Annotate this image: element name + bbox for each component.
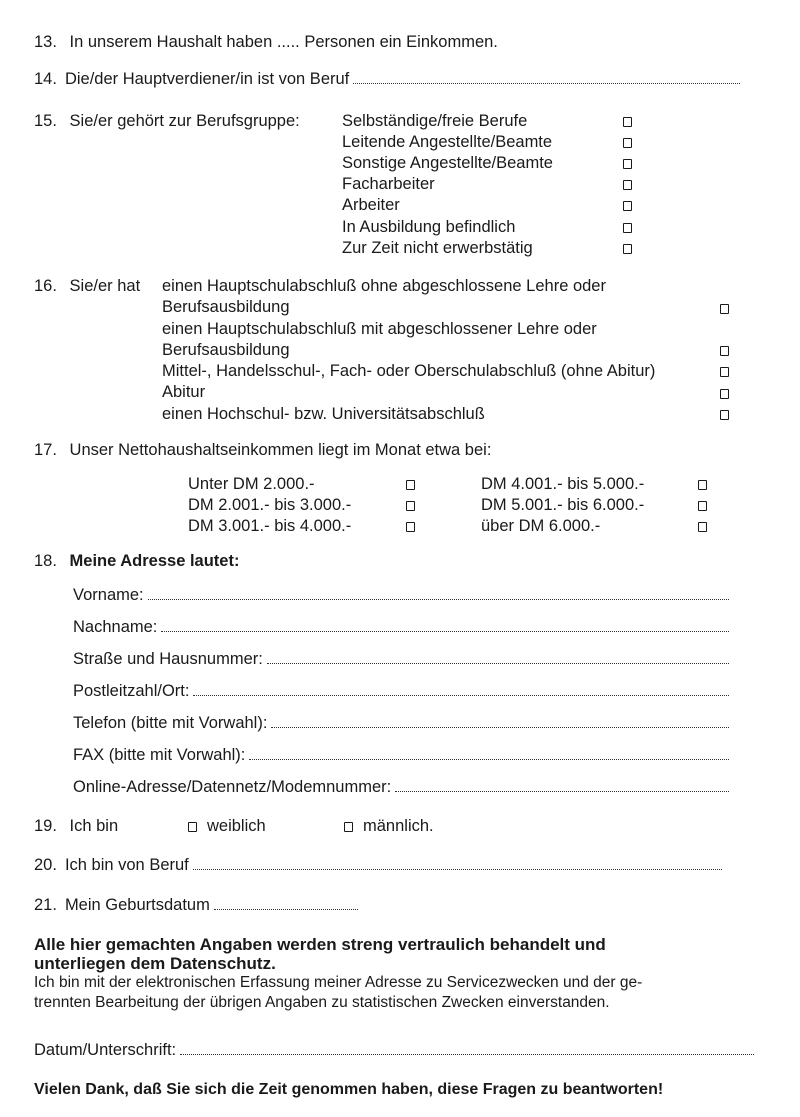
consent-text: Ich bin mit der elektronischen Erfassung meiner Adresse zu Servicezwecken und der ge- <box>34 974 643 991</box>
occupation-option-label: Facharbeiter <box>342 175 435 193</box>
address-field-label: FAX (bitte mit Vorwahl): <box>73 746 246 764</box>
education-option-label: Berufsausbildung <box>162 298 290 316</box>
question-number: 20. <box>34 856 57 874</box>
address-field-label: Nachname: <box>73 618 158 636</box>
consent-text: trennten Bearbeitung der übrigen Angaben zu statistischen Zwecken einverstanden. <box>34 994 610 1011</box>
fax-field[interactable] <box>249 745 729 760</box>
question-17-text: Unser Nettohaushaltseinkommen liegt im Monat etwa bei: <box>69 441 492 459</box>
occupation-option-label: Leitende Angestellte/Beamte <box>342 133 553 151</box>
education-option-label: Abitur <box>162 383 206 401</box>
household-earners-field[interactable]: ..... <box>276 33 300 51</box>
question-18-title <box>34 551 239 571</box>
occupation-option-label: In Ausbildung befindlich <box>342 218 516 236</box>
address-field-label: Postleitzahl/Ort: <box>73 682 190 700</box>
address-field-row <box>73 649 729 669</box>
question-number: 18. <box>34 552 57 570</box>
own-profession-field[interactable] <box>193 855 722 870</box>
education-option-label: einen Hochschul- bzw. Universitätsabschluß <box>162 405 485 423</box>
phone-field[interactable] <box>271 713 729 728</box>
income-option-label: Unter DM 2.000.- <box>188 475 315 493</box>
male-checkbox[interactable] <box>344 822 353 832</box>
female-label: weiblich <box>207 817 266 835</box>
privacy-notice <box>34 935 764 1013</box>
question-21 <box>34 895 358 915</box>
question-19-label <box>34 816 118 836</box>
birthdate-field[interactable] <box>214 895 358 910</box>
income-checkbox[interactable] <box>406 501 415 511</box>
question-13 <box>34 32 498 52</box>
address-field-label: Online-Adresse/Datennetz/Modemnummer: <box>73 778 392 796</box>
online-address-field[interactable] <box>395 777 729 792</box>
gender-option-female[interactable] <box>188 816 266 836</box>
question-15-label <box>34 111 300 131</box>
education-option-label: Berufsausbildung <box>162 341 290 359</box>
question-17-label <box>34 440 491 460</box>
privacy-notice-bold: Alle hier gemachten Angaben werden streng vertraulich behandelt und <box>34 935 606 954</box>
income-checkbox[interactable] <box>406 480 415 490</box>
male-label: männlich. <box>363 817 434 835</box>
question-13-text-after: Personen ein Einkommen. <box>304 33 498 51</box>
occupation-option-label: Sonstige Angestellte/Beamte <box>342 154 553 172</box>
education-checkbox[interactable] <box>720 346 729 356</box>
occupation-checkbox[interactable] <box>623 159 632 169</box>
female-checkbox[interactable] <box>188 822 197 832</box>
education-checkbox[interactable] <box>720 367 729 377</box>
main-earner-profession-field[interactable] <box>353 69 740 84</box>
occupation-checkbox[interactable] <box>623 201 632 211</box>
address-field-label: Vorname: <box>73 586 144 604</box>
signature-field[interactable] <box>180 1040 754 1055</box>
address-field-label: Straße und Hausnummer: <box>73 650 263 668</box>
income-checkbox[interactable] <box>698 480 707 490</box>
address-field-row <box>73 713 729 733</box>
question-16-lead <box>34 276 140 296</box>
education-option-label: Mittel-, Handelsschul-, Fach- oder Oberschulabschluß (ohne Abitur) <box>162 362 656 380</box>
signature-label: Datum/Unterschrift: <box>34 1041 177 1059</box>
income-option-label: DM 4.001.- bis 5.000.- <box>481 475 645 493</box>
question-15-text: Sie/er gehört zur Berufsgruppe: <box>69 112 300 130</box>
last-name-field[interactable] <box>161 617 729 632</box>
education-option-label: einen Hauptschulabschluß ohne abgeschlossene Lehre oder <box>162 277 606 295</box>
question-21-label: Mein Geburtsdatum <box>64 896 210 914</box>
address-field-row <box>73 777 729 797</box>
income-option-label: DM 5.001.- bis 6.000.- <box>481 496 645 514</box>
education-checkbox[interactable] <box>720 389 729 399</box>
signature-row <box>34 1040 754 1060</box>
income-checkbox[interactable] <box>698 522 707 532</box>
question-number: 15. <box>34 112 57 130</box>
education-checkbox[interactable] <box>720 304 729 314</box>
question-20 <box>34 855 722 875</box>
question-number: 19. <box>34 817 57 835</box>
postal-code-city-field[interactable] <box>193 681 729 696</box>
question-number: 13. <box>34 33 57 51</box>
street-field[interactable] <box>267 649 729 664</box>
income-checkbox[interactable] <box>406 522 415 532</box>
question-20-label: Ich bin von Beruf <box>64 856 189 874</box>
address-field-row <box>73 585 729 605</box>
question-number: 17. <box>34 441 57 459</box>
occupation-option-label: Zur Zeit nicht erwerbstätig <box>342 239 533 257</box>
question-number: 21. <box>34 896 57 914</box>
occupation-checkbox[interactable] <box>623 244 632 254</box>
occupation-checkbox[interactable] <box>623 180 632 190</box>
occupation-option-label: Selbständige/freie Berufe <box>342 112 528 130</box>
occupation-checkbox[interactable] <box>623 138 632 148</box>
thank-you-text: Vielen Dank, daß Sie sich die Zeit genommen haben, diese Fragen zu beantworten! <box>34 1081 664 1098</box>
address-field-row <box>73 681 729 701</box>
question-14-label: Die/der Hauptverdiener/in ist von Beruf <box>64 70 350 88</box>
occupation-option-label: Arbeiter <box>342 196 400 214</box>
address-section-title: Meine Adresse lautet: <box>69 552 240 570</box>
question-number: 16. <box>34 277 57 295</box>
address-field-row <box>73 745 729 765</box>
first-name-field[interactable] <box>148 585 729 600</box>
question-19-text: Ich bin <box>69 817 119 835</box>
question-13-text-before: In unserem Haushalt haben <box>69 33 273 51</box>
address-field-row <box>73 617 729 637</box>
occupation-checkbox[interactable] <box>623 223 632 233</box>
income-checkbox[interactable] <box>698 501 707 511</box>
address-field-label: Telefon (bitte mit Vorwahl): <box>73 714 268 732</box>
education-option-label: einen Hauptschulabschluß mit abgeschlossener Lehre oder <box>162 320 597 338</box>
gender-option-male[interactable] <box>344 816 434 836</box>
income-option-label: DM 2.001.- bis 3.000.- <box>188 496 352 514</box>
income-option-label: über DM 6.000.- <box>481 517 601 535</box>
income-option-label: DM 3.001.- bis 4.000.- <box>188 517 352 535</box>
question-16-text: Sie/er hat <box>69 277 141 295</box>
privacy-notice-bold: unterliegen dem Datenschutz. <box>34 954 276 973</box>
education-checkbox[interactable] <box>720 410 729 420</box>
question-14 <box>34 69 740 89</box>
occupation-checkbox[interactable] <box>623 117 632 127</box>
question-number: 14. <box>34 70 57 88</box>
